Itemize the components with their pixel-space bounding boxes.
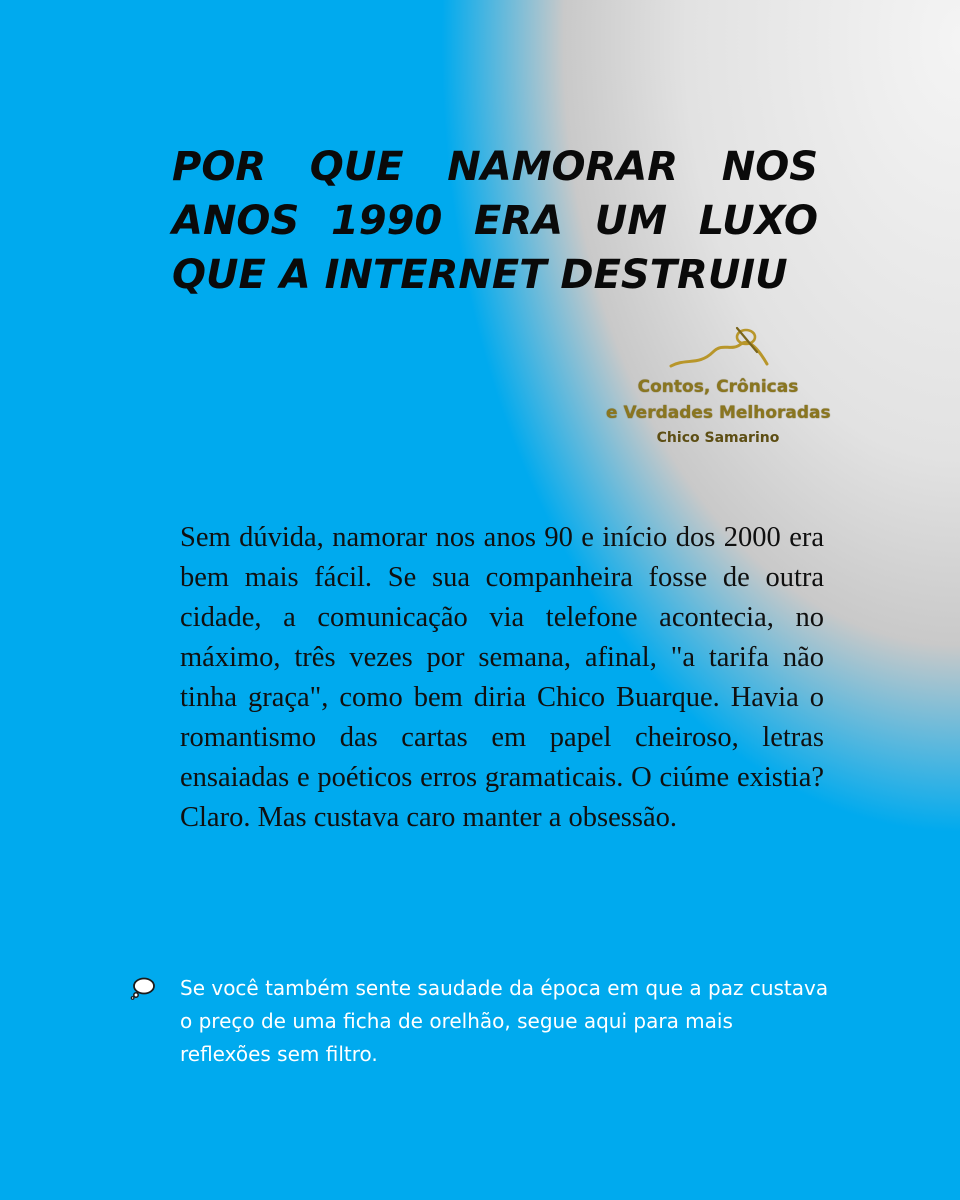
title-line-2: ANOS 1990 ERA UM LUXO xyxy=(172,198,818,244)
brand-logo xyxy=(606,322,830,472)
body-paragraph: Sem dúvida, namorar nos anos 90 e início dos 2000 era bem mais fácil. Se sua companheira fosse de outra cidade, a comunicação via telefone acontecia, no máximo, três vezes por semana, afinal, "a tarifa não tinha graça", como bem diria Chico Buarque. Havia o romantismo das cartas em papel cheiroso, letras ensaiadas e poéticos erros gramaticais. O ciúme existia? Claro. Mas custava caro manter a obsessão. xyxy=(180,522,824,833)
cta-text: Se você também sente saudade da época em que a paz custava o preço de uma ficha de orelhão, segue aqui para mais reflexões sem filtro. xyxy=(180,976,829,1066)
title-line-3: QUE A INTERNET DESTRUIU xyxy=(172,252,788,298)
post-title xyxy=(172,140,818,302)
needle-thread-icon xyxy=(663,322,773,374)
logo-title-line-2: e Verdades Melhoradas xyxy=(606,403,831,423)
title-line-1: POR QUE NAMORAR NOS xyxy=(172,144,818,190)
call-to-action xyxy=(130,972,830,1071)
logo-title-line-1: Contos, Crônicas xyxy=(637,377,799,397)
logo-author: Chico Samarino xyxy=(656,430,780,446)
thought-bubble-icon xyxy=(130,976,156,1000)
